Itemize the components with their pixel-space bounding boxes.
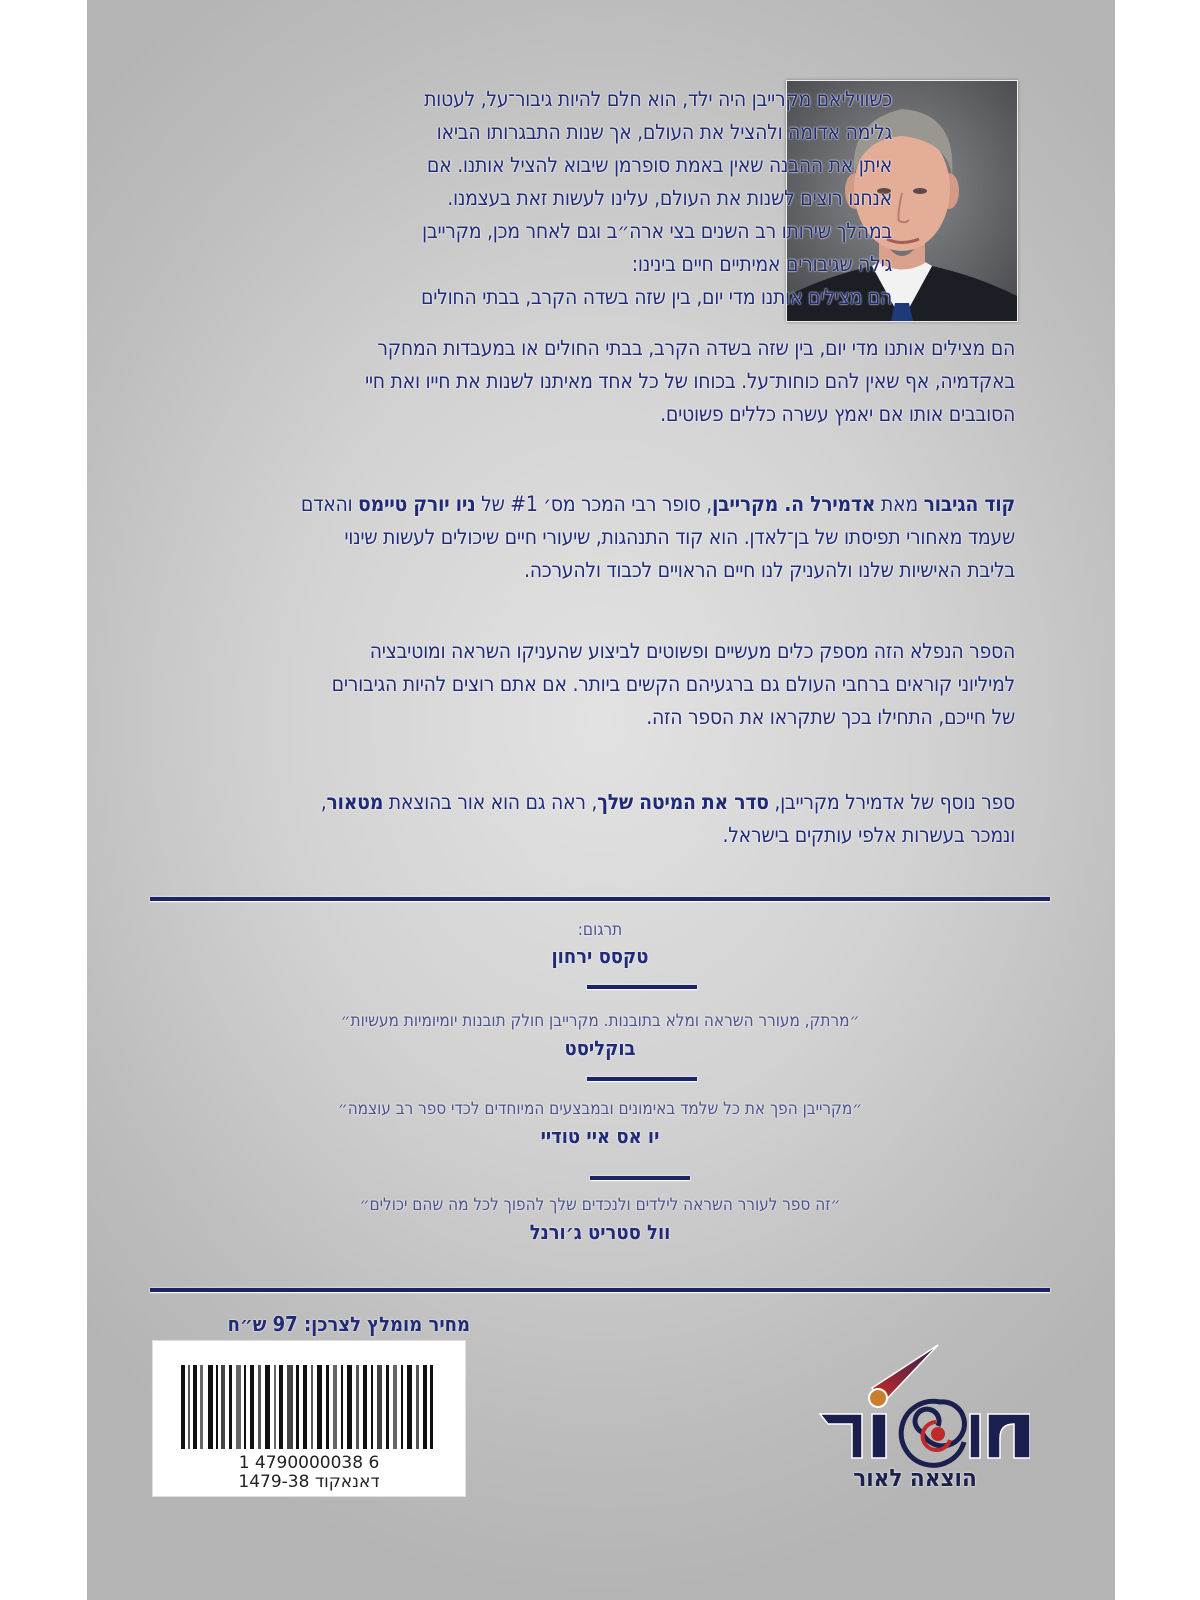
hero-code-paragraph bbox=[135, 488, 1015, 587]
translator-label: תרגום: bbox=[577, 920, 623, 940]
barcode-number: 1 4790000038 6 bbox=[238, 1453, 380, 1473]
review-source: בוקליסט bbox=[564, 1036, 636, 1060]
recommended-price: מחיר מומלץ לצרכן: 97 ש״ח bbox=[227, 1312, 470, 1336]
intro-line: גלימה אדומה ולהציל את העולם, אך שנות התבגרותו הביאו bbox=[436, 120, 892, 144]
text-fragment: ספר נוסף של אדמירל מקרייבן, bbox=[768, 790, 1015, 814]
intro-line: באקדמיה, אף שאין להם כוחות־על. בכוחו של כל אחד מאיתנו לשנות את חייו ואת חיי bbox=[364, 369, 1015, 393]
short-divider bbox=[587, 1077, 697, 1081]
review-1 bbox=[150, 1008, 1050, 1062]
text-fragment: והאדם bbox=[300, 492, 359, 516]
other-book-line: ונמכר בעשרות אלפי עותקים בישראל. bbox=[722, 823, 1015, 847]
barcode-code-label: 1479-38 דאנאקוד bbox=[238, 1472, 380, 1492]
publisher-logo bbox=[800, 1340, 1030, 1510]
text-fragment: , bbox=[320, 790, 327, 814]
intro-line: הם מצילים אותנו מדי יום, בין שזה בשדה הקרב, בבתי החולים או במעבדות המחקר bbox=[377, 336, 1015, 360]
divider-rule bbox=[150, 1288, 1050, 1292]
intro-line: אנחנו רוצים לשנות את העולם, עלינו לעשות זאת בעצמנו. bbox=[447, 186, 892, 210]
other-book-title: סדר את המיטה שלך bbox=[597, 790, 769, 814]
review-quote: ״מקרייבן הפך את כל שלמד באימונים ובמבצעים המיוחדים לכדי ספר רב עוצמה״ bbox=[337, 1099, 863, 1119]
description-line: למיליוני קוראים ברחבי העולם גם ברגעיהם הקשים ביותר. אם אתם רוצים להיות הגיבורים bbox=[331, 672, 1015, 696]
book-title: קוד הגיבור bbox=[923, 492, 1015, 516]
short-divider bbox=[587, 985, 697, 989]
barcode-box bbox=[152, 1340, 466, 1497]
newspaper-name: ניו יורק טיימס bbox=[358, 492, 476, 516]
credits-block bbox=[150, 918, 1050, 970]
intro-line: גילה שגיבורים אמיתיים חיים בינינו: bbox=[631, 252, 892, 276]
text-fragment: מאת bbox=[875, 492, 924, 516]
intro-line: איתן את ההבנה שאין באמת סופרמן שיבוא להציל אותנו. אם bbox=[426, 153, 892, 177]
review-quote: ״זה ספר לעורר השראה לילדים ולנכדים שלך להפוך לכל מה שהם יכולים״ bbox=[359, 1195, 841, 1215]
divider-rule bbox=[150, 897, 1050, 901]
other-book-paragraph bbox=[135, 786, 1015, 852]
review-3 bbox=[150, 1192, 1050, 1246]
review-source: יו אס איי טודיי bbox=[540, 1124, 660, 1148]
intro-line: הם מצילים אותנו מדי יום, בין שזה בשדה הקרב, בבתי החולים bbox=[420, 285, 892, 309]
other-book-line bbox=[135, 786, 1015, 819]
author-name: אדמירל ה. מקרייבן bbox=[712, 492, 876, 516]
publisher-tagline: הוצאה לאור bbox=[853, 1464, 977, 1492]
hero-code-line: שעמד מאחורי תפיסתו של בן־לאדן. הוא קוד התנהגות, שיעורי חיים שיכולים לעשות שינוי bbox=[344, 525, 1015, 549]
intro-paragraph bbox=[232, 83, 892, 314]
review-quote: ״מרתק, מעורר השראה ומלא בתובנות. מקרייבן חולק תובנות יומיומיות מעשיות״ bbox=[340, 1011, 860, 1031]
short-divider bbox=[590, 1176, 690, 1180]
book-back-cover bbox=[87, 0, 1115, 1600]
translator-name: טקסס ירחון bbox=[551, 944, 649, 968]
review-2 bbox=[150, 1096, 1050, 1150]
review-source: וול סטריט ג׳ורנל bbox=[529, 1220, 671, 1244]
intro-paragraph-continued bbox=[135, 332, 1015, 431]
publisher-name: מטאור bbox=[326, 790, 384, 814]
text-fragment: , ראה גם הוא אור בהוצאת bbox=[383, 790, 598, 814]
barcode-icon bbox=[181, 1365, 433, 1449]
intro-line: כשוויליאם מקרייבן היה ילד, הוא חלם להיות גיבור־על, לעטות bbox=[424, 87, 892, 111]
description-line: הספר הנפלא הזה מספק כלים מעשיים ופשוטים לביצוע שהעניקו השראה ומוטיבציה bbox=[369, 639, 1015, 663]
description-line: של חייכם, התחילו בכך שתקראו את הספר הזה. bbox=[646, 705, 1015, 729]
text-fragment: , סופר רבי המכר מס׳ #1 של bbox=[475, 492, 712, 516]
hero-code-line: בליבת האישיות שלנו ולהעניק לנו חיים הראויים לכבוד ולהערכה. bbox=[524, 558, 1015, 582]
intro-line: במהלך שירותו רב השנים בצי ארה״ב וגם לאחר מכן, מקרייבן bbox=[421, 219, 892, 243]
hero-code-line bbox=[135, 488, 1015, 521]
book-description-paragraph bbox=[135, 635, 1015, 734]
intro-line: הסובבים אותו אם יאמץ עשרה כללים פשוטים. bbox=[660, 402, 1015, 426]
